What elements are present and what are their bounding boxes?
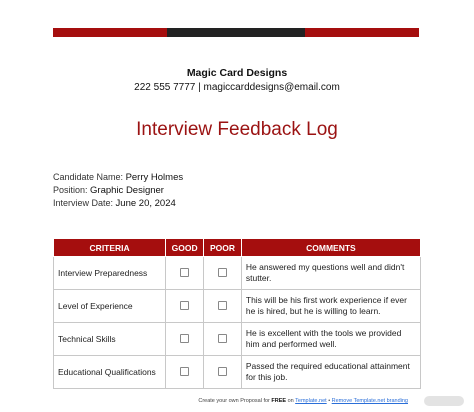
document-title: Interview Feedback Log	[136, 119, 338, 140]
company-contact: 222 555 7777 | magiccarddesigns@email.com	[134, 82, 340, 93]
poor-checkbox[interactable]	[218, 367, 227, 376]
footer-on: on	[286, 398, 296, 404]
footer-prefix: Create your own Proposal for	[198, 398, 272, 404]
poor-checkbox[interactable]	[218, 268, 227, 277]
criteria-cell: Educational Qualifications	[54, 356, 166, 389]
poor-cell	[204, 257, 242, 290]
table-row	[54, 257, 421, 290]
candidate-name-line	[53, 171, 183, 184]
poor-cell	[204, 356, 242, 389]
comment-cell: He is excellent with the tools we provided him and performed well.	[241, 323, 420, 356]
candidate-name-label: Candidate Name:	[53, 172, 124, 182]
template-net-link[interactable]: Template.net	[295, 398, 327, 404]
comments-header: COMMENTS	[241, 239, 420, 257]
interview-date-value: June 20, 2024	[115, 198, 176, 209]
candidate-name-value: Perry Holmes	[125, 172, 184, 183]
good-checkbox[interactable]	[180, 334, 189, 343]
interview-date-line	[53, 197, 176, 210]
position-value: Graphic Designer	[90, 185, 164, 196]
table-row	[54, 356, 421, 389]
top-color-bar	[53, 28, 419, 37]
good-cell	[166, 356, 204, 389]
interview-date-label: Interview Date:	[53, 198, 114, 208]
comment-cell: He answered my questions well and didn't stutter.	[241, 257, 420, 290]
position-label: Position:	[53, 185, 88, 195]
footer-separator: •	[326, 398, 332, 404]
criteria-cell: Level of Experience	[54, 290, 166, 323]
footer-free: FREE	[271, 398, 287, 404]
table-row	[54, 323, 421, 356]
good-checkbox[interactable]	[180, 301, 189, 310]
poor-checkbox[interactable]	[218, 301, 227, 310]
poor-cell	[204, 323, 242, 356]
good-checkbox[interactable]	[180, 367, 189, 376]
comment-cell: Passed the required educational attainment for this job.	[241, 356, 420, 389]
poor-checkbox[interactable]	[218, 334, 227, 343]
table-row	[54, 290, 421, 323]
good-cell	[166, 323, 204, 356]
criteria-cell: Interview Preparedness	[54, 257, 166, 290]
feedback-table	[53, 238, 421, 389]
good-header: GOOD	[166, 239, 204, 257]
footer-badge	[424, 396, 464, 406]
poor-header: POOR	[204, 239, 242, 257]
bar-segment-right	[305, 28, 419, 37]
criteria-cell: Technical Skills	[54, 323, 166, 356]
company-name: Magic Card Designs	[186, 67, 288, 79]
bar-segment-left	[53, 28, 167, 37]
bar-segment-middle	[167, 28, 305, 37]
good-checkbox[interactable]	[180, 268, 189, 277]
poor-cell	[204, 290, 242, 323]
good-cell	[166, 290, 204, 323]
criteria-header: CRITERIA	[54, 239, 166, 257]
good-cell	[166, 257, 204, 290]
comment-cell: This will be his first work experience if ever he is hired, but he is willing to learn.	[241, 290, 420, 323]
remove-branding-link[interactable]: Remove Template.net branding	[331, 398, 408, 404]
position-line	[53, 184, 164, 197]
table-header-row	[54, 239, 421, 257]
